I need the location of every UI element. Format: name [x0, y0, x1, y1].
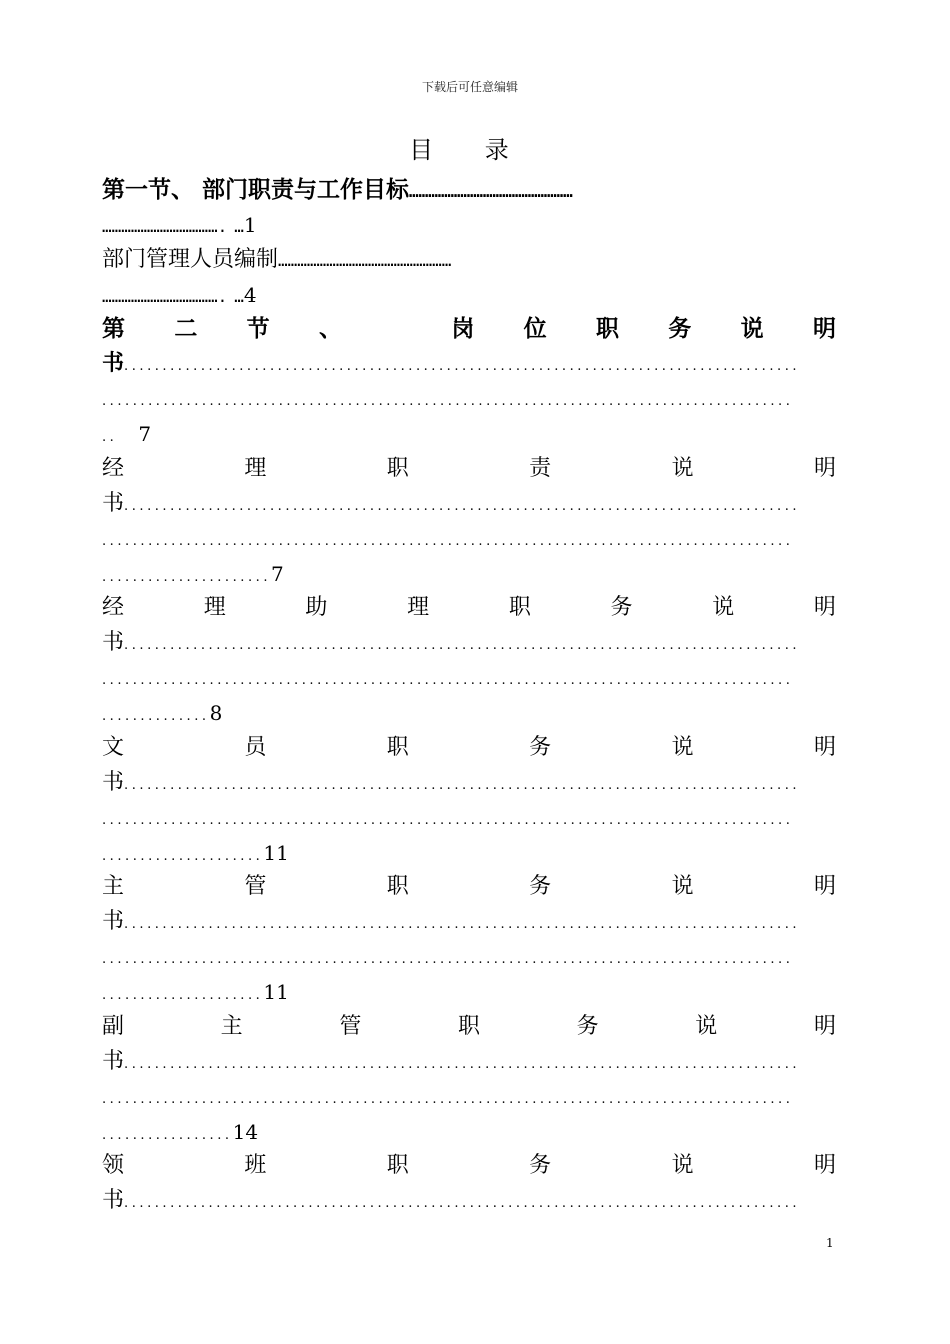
leader-line: ..........................................................................................	[102, 1092, 794, 1107]
page-number: 11	[263, 980, 289, 1004]
leader-dots: ........................................................................................	[124, 359, 801, 374]
toc-entry-7-end: .....................11	[102, 980, 289, 1004]
toc-entry-5-cont: 书........................................................................................	[102, 630, 801, 655]
leader-line: ..........................................................................................	[102, 534, 794, 549]
toc-entry-8-end: .................14	[102, 1120, 259, 1144]
page-number: 8	[209, 701, 223, 725]
page-header: 下载后可任意编辑	[421, 80, 518, 94]
toc-entry-6[interactable]: 文 员 职 务 说 明	[102, 735, 836, 760]
leader-line: ..........................................................................................	[102, 952, 794, 967]
toc-entry-8-cont: 书........................................................................................	[102, 1049, 801, 1074]
page-number-footer: 1	[826, 1236, 834, 1250]
leader-line: ..........................................................................................	[102, 813, 794, 828]
toc-entry-4-end: ......................7	[102, 562, 284, 586]
toc-entry-8[interactable]: 副 主 管 职 务 说 明	[102, 1014, 836, 1039]
toc-entry-2-cont: ………………………………. …4	[102, 283, 257, 307]
leader-line: ..........................................................................................	[102, 673, 794, 688]
toc-entry-2[interactable]	[102, 244, 836, 276]
toc-entry-9[interactable]: 领 班 职 务 说 明	[102, 1153, 836, 1178]
toc-entry-6-end: .....................11	[102, 841, 289, 865]
toc-entry-4-cont: 书........................................................................................	[102, 491, 801, 516]
page-number: 7	[138, 422, 152, 446]
toc-entry-9-cont: 书........................................................................................	[102, 1188, 801, 1213]
toc-entry-5-end: ..............8	[102, 701, 223, 725]
toc-entry-label: 第一节、 部门职责与工作目标	[102, 177, 410, 203]
toc-entry-7-cont: 书........................................................................................	[102, 909, 801, 934]
toc-title: 目 录	[409, 136, 531, 164]
toc-entry-1-cont: ………………………………. …1	[102, 213, 257, 237]
leader-line: ..........................................................................................	[102, 394, 794, 409]
page-number: 14	[232, 1120, 259, 1144]
toc-entry-3-cont: 书........................................................................................	[102, 351, 801, 376]
leader-dots: ……………………………….	[102, 287, 228, 306]
toc-entry-5[interactable]: 经 理 助 理 职 务 说 明	[102, 595, 836, 620]
toc-entry-7[interactable]: 主 管 职 务 说 明	[102, 874, 836, 899]
leader-dots: ……………………………………………	[409, 182, 573, 201]
toc-entry-6-cont: 书........................................................................................	[102, 770, 801, 795]
leader-dots: ……………………………….	[102, 217, 228, 236]
page-number: 4	[243, 283, 257, 307]
toc-entry-label: 部门管理人员编制	[102, 247, 279, 272]
page-number: 11	[263, 841, 289, 865]
toc-entry-4[interactable]: 经 理 职 责 说 明	[102, 456, 836, 481]
toc-entry-3-end: .. 7	[102, 422, 152, 446]
page-number: 1	[243, 213, 257, 237]
toc-entry-3[interactable]: 第 二 节 、 岗 位 职 务 说 明	[102, 316, 836, 342]
toc-entry-1[interactable]	[102, 174, 836, 206]
leader-dots: ………………………………………………	[278, 251, 452, 270]
page-number: 7	[271, 562, 284, 586]
